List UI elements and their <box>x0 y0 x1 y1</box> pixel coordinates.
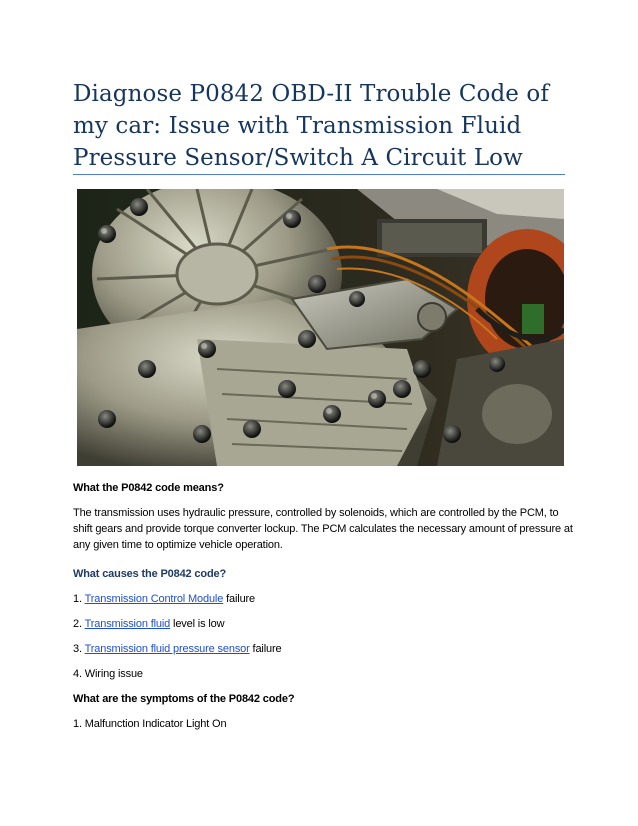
cause-item-1 <box>73 591 255 607</box>
cause-item-2-prefix: 2. <box>73 618 85 630</box>
symptom-item-1: 1. Malfunction Indicator Light On <box>73 718 227 730</box>
symptoms-heading: What are the symptoms of the P0842 code? <box>73 693 295 705</box>
transmission-fluid-link[interactable]: Transmission fluid <box>84 618 171 630</box>
transmission-fluid-pressure-sensor-link[interactable]: Transmission fluid pressure sensor <box>84 643 250 655</box>
cause-item-3-suffix: failure <box>249 643 282 655</box>
cause-item-2-suffix: level is low <box>170 618 225 630</box>
transmission-valve-body-photo <box>77 189 564 466</box>
page-title: Diagnose P0842 OBD-II Trouble Code of my car: Issue with Transmission Fluid Pressure Sensor/Switch A Circuit Low <box>73 81 549 171</box>
cause-item-3-prefix: 3. <box>73 643 85 655</box>
means-paragraph: The transmission uses hydraulic pressure, controlled by solenoids, which are controlled by the PCM, to shift gears and provide torque converter lockup. The PCM calculates the necessary amount of pressure at any given time to optimize vehicle operation. <box>73 507 573 551</box>
title-divider <box>73 174 565 175</box>
cause-item-1-prefix: 1. <box>73 593 85 605</box>
causes-heading: What causes the P0842 code? <box>73 568 227 580</box>
cause-item-1-suffix: failure <box>223 593 256 605</box>
cause-item-4-text: 4. Wiring issue <box>73 668 143 680</box>
means-heading: What the P0842 code means? <box>73 482 224 494</box>
cause-item-2 <box>73 616 224 632</box>
cause-item-3 <box>73 641 281 657</box>
transmission-control-module-link[interactable]: Transmission Control Module <box>84 593 224 605</box>
cause-item-4 <box>73 666 143 682</box>
